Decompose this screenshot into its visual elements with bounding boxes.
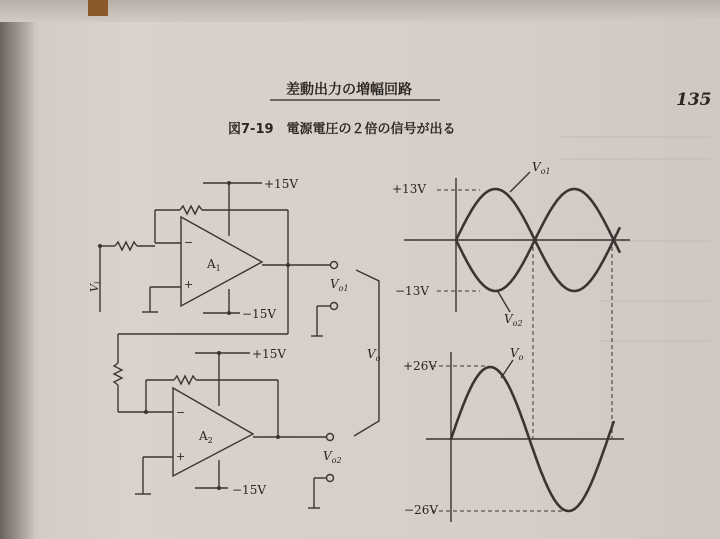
page-number: 135: [676, 90, 712, 110]
coupling-resistor: [114, 363, 122, 385]
bottom-neg-label: −26V: [404, 503, 438, 517]
opamp-1-plus: +: [184, 278, 194, 291]
top-pos-label: +13V: [392, 182, 426, 196]
vo2-leader: [497, 290, 510, 312]
vo1-leader: [510, 172, 530, 192]
amp2-vpos-label: +15V: [252, 347, 286, 361]
amp1-vpos-label: +15V: [264, 177, 298, 191]
vo2-curve-label: $V_{o2}$: [504, 312, 523, 328]
top-neg-label: −13V: [395, 284, 429, 298]
amp2-vneg-label: −15V: [232, 483, 266, 497]
amp1-vneg-label: −15V: [242, 307, 276, 321]
figure-caption: 図7-19 電源電圧の２倍の信号が出る: [228, 122, 456, 137]
out1-label: $V_{o1}$: [330, 277, 349, 293]
output-2-terminal: [327, 434, 334, 441]
opamp-2-label: $A_2$: [199, 429, 213, 445]
ground-terminal-2: [327, 475, 334, 482]
circuit-diagram: [88, 177, 381, 508]
output-1-terminal: [331, 262, 338, 269]
show-through-text: [560, 136, 710, 342]
running-head: 差動出力の増幅回路: [286, 82, 412, 98]
ground-terminal-1: [331, 303, 338, 310]
opamp-2-plus: +: [176, 450, 186, 463]
vo1-curve-label: $V_{o1}$: [532, 160, 551, 176]
bottom-pos-label: +26V: [403, 359, 437, 373]
waveform-bottom: [403, 346, 624, 522]
opamp-1-label: $A_1$: [207, 257, 221, 273]
out2-label: $V_{o2}$: [323, 449, 342, 465]
vo-label: $V_o$: [367, 347, 381, 363]
vo-curve-label: $V_o$: [510, 346, 524, 362]
vo-leader: [501, 360, 513, 378]
opamp-1-minus: −: [184, 236, 194, 249]
input-resistor: [115, 242, 137, 250]
feedback-resistor-2: [174, 376, 196, 384]
waveform-top: [392, 160, 630, 328]
opamp-1-symbol: [181, 217, 262, 306]
feedback-resistor-1: [180, 206, 202, 214]
opamp-2-minus: −: [176, 406, 186, 419]
input-signal-label: Vi: [88, 281, 102, 292]
